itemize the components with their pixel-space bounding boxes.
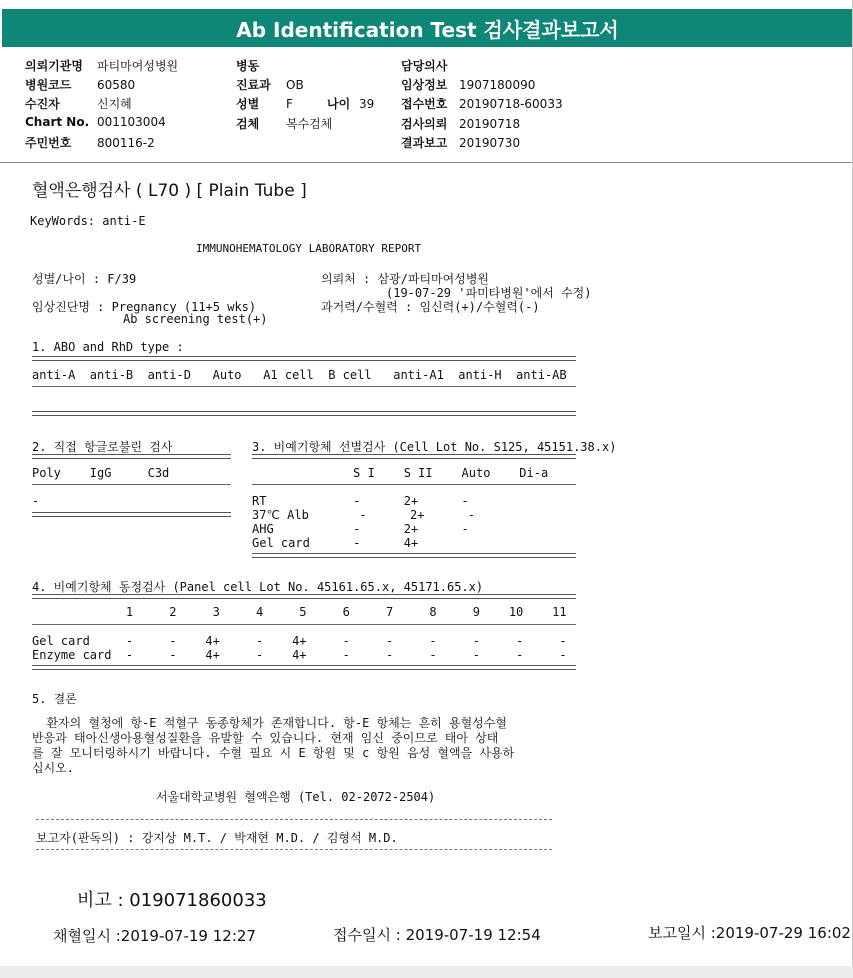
- reporter-line: 보고자(판독의) : 강지상 M.T. / 박재현 M.D. / 김형석 M.D.: [36, 831, 398, 845]
- divider: [36, 819, 552, 820]
- report-title: 혈액은행검사 ( L70 ) [ Plain Tube ]: [32, 181, 307, 201]
- panel-row-enzyme: Enzyme card - - 4+ - 4+ - - - - - -: [32, 648, 567, 662]
- divider: [32, 624, 576, 625]
- header-divider: [0, 162, 853, 163]
- keywords: KeyWords: anti-E: [30, 214, 146, 228]
- clinical-info-field: 임상정보 1907180090: [401, 78, 536, 92]
- conclusion-line-3: 를 잘 모니터링하시기 바랍니다. 수혈 필요 시 E 항원 및 c 항원 음성 혈액을 사용하: [32, 746, 515, 760]
- ward-field: 병동: [236, 59, 260, 73]
- screen-header-row: S I S II Auto Di-a: [252, 466, 549, 480]
- section-dat-title: 2. 직접 항글로불린 검사: [32, 440, 173, 454]
- collection-datetime: 채혈일시 :2019-07-19 12:27: [53, 927, 256, 945]
- lab-report-heading: IMMUNOHEMATOLOGY LABORATORY REPORT: [196, 242, 422, 255]
- requester-line: 의뢰처 : 삼광/파티마여성병원: [321, 272, 490, 286]
- divider: [32, 484, 231, 485]
- requester-note: (19-07-29 '파미타병원'에서 수정): [386, 286, 592, 300]
- reported-datetime: 보고일시 :2019-07-29 16:02: [648, 924, 851, 942]
- blood-bank-contact: 서울대학교병원 혈액은행 (Tel. 02-2072-2504): [156, 790, 436, 804]
- screen-row-rt: RT - 2+ -: [252, 494, 469, 508]
- divider: [32, 665, 576, 670]
- hospital-code-field: 병원코드 60580: [25, 78, 136, 92]
- department-field: 진료과 OB: [236, 78, 304, 92]
- received-datetime: 접수일시 : 2019-07-19 12:54: [333, 926, 541, 944]
- divider: [252, 484, 576, 485]
- conclusion-line-1: 환자의 혈청에 항-E 적혈구 동종항체가 존재합니다. 항-E 항체는 흔히 용혈성수혈: [32, 716, 507, 730]
- section-conclusion-title: 5. 결론: [32, 692, 77, 706]
- divider: [32, 356, 576, 361]
- divider: [32, 594, 576, 599]
- result-report-field: 결과보고 20190730: [401, 136, 521, 150]
- screen-row-37: 37℃ Alb - 2+ -: [252, 508, 475, 522]
- divider: [32, 454, 231, 459]
- sex-age-line: 성별/나이 : F/39: [32, 272, 137, 286]
- sex-field: 성별 F: [236, 97, 293, 111]
- specimen-field: 검체 복수검체: [236, 117, 333, 131]
- divider: [32, 411, 576, 416]
- screen-row-gel: Gel card - 4+: [252, 536, 419, 550]
- receipt-no-field: 접수번호 20190718-60033: [401, 97, 563, 111]
- panel-row-gel: Gel card - - 4+ - 4+ - - - - - -: [32, 634, 567, 648]
- test-request-field: 검사의뢰 20190718: [401, 117, 521, 131]
- conclusion-line-2: 반응과 태아신생아용혈성질환을 유발할 수 있습니다. 현재 임신 중이므로 태아 상태: [32, 731, 499, 745]
- panel-header-row: 1 2 3 4 5 6 7 8 9 10 11: [32, 605, 567, 619]
- section-screen-title: 3. 비예기항체 선별검사 (Cell Lot No. S125, 45151.38.x): [252, 440, 617, 454]
- divider: [252, 454, 576, 459]
- divider: [32, 512, 231, 517]
- screen-row-ahg: AHG - 2+ -: [252, 522, 469, 536]
- divider: [32, 386, 576, 387]
- divider: [252, 553, 576, 558]
- dat-header-row: Poly IgG C3d: [32, 466, 170, 480]
- examinee-field: 수진자 신지혜: [25, 97, 132, 111]
- chart-no-field: Chart No. 001103004: [25, 115, 166, 129]
- divider: [36, 849, 552, 850]
- doctor-field: 담당의사: [401, 59, 448, 73]
- conclusion-line-4: 십시오.: [32, 761, 75, 775]
- report-header-title: Ab Identification Test 검사결과보고서: [2, 9, 853, 47]
- section-abo-title: 1. ABO and RhD type :: [32, 340, 184, 354]
- resident-no-field: 주민번호 800116-2: [25, 136, 155, 150]
- memo-field: 비고 : 019071860033: [77, 890, 267, 911]
- diagnosis-line-2: Ab screening test(+): [123, 312, 268, 326]
- dat-value-row: -: [32, 494, 40, 508]
- abo-header-row: anti-A anti-B anti-D Auto A1 cell B cell anti-A1 anti-H anti-AB: [32, 368, 567, 382]
- hospital-field: 의뢰기관명 파티마여성병원: [25, 59, 179, 73]
- diagnosis-line: 임상진단명 : Pregnancy (11+5 wks): [32, 300, 257, 314]
- section-panel-title: 4. 비예기항체 동정검사 (Panel cell Lot No. 45161.65.x, 45171.65.x): [32, 580, 484, 594]
- history-line: 과거력/수혈력 : 임신력(+)/수혈력(-): [321, 300, 540, 314]
- age-field: 나이 39: [327, 97, 375, 111]
